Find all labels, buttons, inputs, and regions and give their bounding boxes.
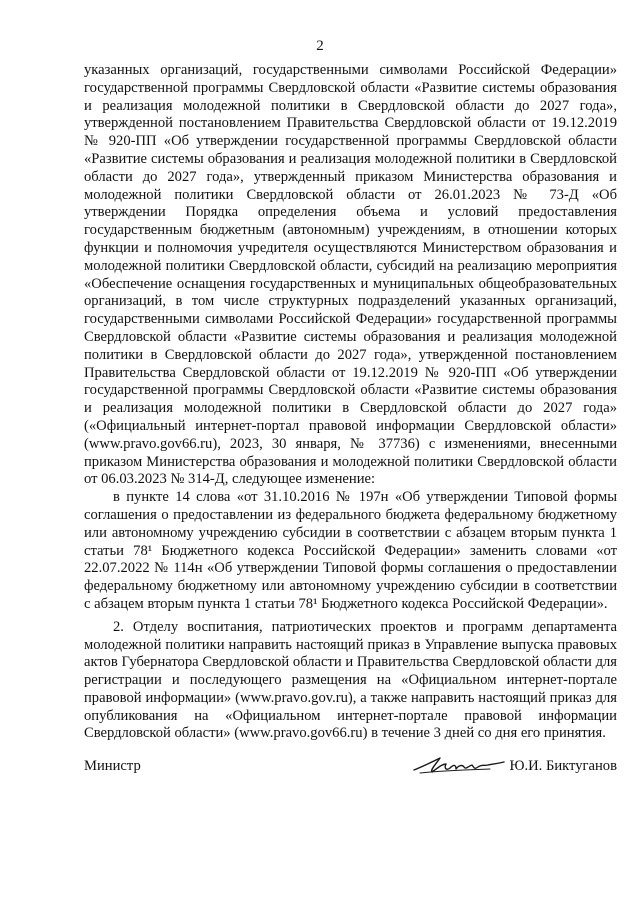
handwritten-signature	[410, 752, 508, 778]
signature-block	[84, 758, 617, 788]
paragraph-amendment: в пункте 14 слова «от 31.10.2016 № 197н «Об утверждении Типовой формы соглашения о предоставлении из федерального бюджета федеральному бюджетному или автономному учреждению субсидии в соответствии с абзацем вторым пункта 1 статьи 78¹ Бюджетного кодекса Российской Федерации» заменить словами «от 22.07.2022 № 114н «Об утверждении Типовой формы соглашения о предоставлении федеральному бюджетному или автономному учреждению субсидии в соответствии с абзацем вторым пункта 1 статьи 78¹ Бюджетного кодекса Российской Федерации».	[84, 489, 617, 612]
paragraph-continuation: указанных организаций, государственными символами Российской Федерации» государственной программы Свердловской области «Развитие системы образования и реализация молодежной политики в Свердловской области до 2027 года», утвержденной постановлением Правительства Свердловской области от 19.12.2019 № 920-ПП «Об утверждении государственной программы Свердловской области «Развитие системы образования и реализация молодежной политики в Свердловской области до 2027 года», утвержденный приказом Министерства образования и молодежной политики Свердловской области от 26.01.2023 № 73-Д «Об утверждении Порядка определения объема и условий предоставления государственным бюджетным (автономным) учреждениям, в отношении которых функции и полномочия учредителя осуществляются Министерством образования и молодежной политики Свердловской области, субсидий на реализацию мероприятия «Обеспечение оснащения государственных и муниципальных общеобразовательных организаций, в том числе структурных подразделений указанных организаций, государственными символами Российской Федерации» государственной программы Свердловской области «Развитие системы образования и реализация молодежной политики в Свердловской области до 2027 года», утвержденной постановлением Правительства Свердловской области от 19.12.2019 № 920-ПП «Об утверждении государственной программы Свердловской области «Развитие системы образования и реализация молодежной политики в Свердловской области до 2027 года» («Официальный интернет-портал правовой информации Свердловской области» (www.pravo.gov66.ru), 2023, 30 января, № 37736) с изменениями, внесенными приказом Министерства образования и молодежной политики Свердловской области от 06.03.2023 № 314-Д, следующее изменение:	[84, 62, 617, 488]
signer-title: Министр	[84, 758, 141, 774]
paragraph-item-2: 2. Отделу воспитания, патриотических проектов и программ департамента молодежной политики направить настоящий приказ в Управление выпуска правовых актов Губернатора Свердловской области и Правительства Свердловской области для регистрации и последующего размещения на «Официальном интернет-портале правовой информации» (www.pravo.gov.ru), а также направить настоящий приказ для опубликования на «Официальном интернет-портале правовой информации Свердловской области» (www.pravo.gov66.ru) в течение 3 дней со дня его принятия.	[84, 618, 617, 742]
signer-name: Ю.И. Биктуганов	[509, 758, 617, 774]
document-body	[84, 62, 617, 743]
page-number: 2	[316, 38, 324, 54]
